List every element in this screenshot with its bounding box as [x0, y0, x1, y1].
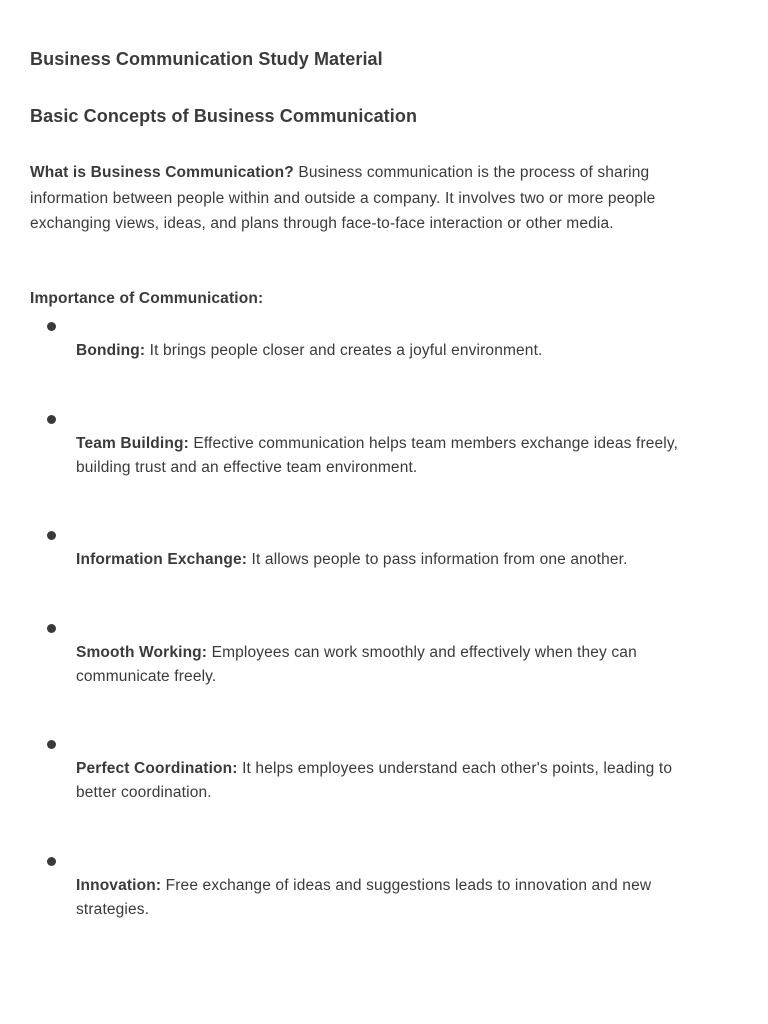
bullet-icon: [47, 531, 56, 540]
bullet-icon: [47, 322, 56, 331]
list-item-perfect-coordination: [76, 757, 716, 804]
list-item-term: Information Exchange:: [76, 551, 248, 568]
list-item-term: Team Building:: [76, 435, 189, 452]
list-item-text: Free exchange of ideas and suggestions leads to innovation and new strategies.: [76, 877, 652, 918]
list-item-team-building: [76, 432, 716, 479]
importance-label: Importance of Communication:: [30, 290, 264, 307]
list-item-text: It helps employees understand each other's points, leading to better coordination.: [76, 760, 673, 801]
list-item-term: Bonding:: [76, 342, 146, 359]
section-heading: Basic Concepts of Business Communication: [30, 106, 418, 126]
list-item-text: It brings people closer and creates a joyful environment.: [145, 342, 543, 359]
intro-text: Business communication is the process of sharing information between people within and outside a company. It involves two or more people exchanging views, ideas, and plans through face-to-face interaction or other media.: [30, 164, 656, 232]
list-item-term: Perfect Coordination:: [76, 760, 238, 777]
list-item-text: It allows people to pass information from one another.: [247, 551, 628, 568]
list-item-text: Employees can work smoothly and effectively when they can communicate freely.: [76, 644, 637, 685]
list-item-term: Innovation:: [76, 877, 162, 894]
list-item-text: Effective communication helps team members exchange ideas freely, building trust and an effective team environment.: [76, 435, 679, 476]
list-item-term: Smooth Working:: [76, 644, 208, 661]
intro-term: What is Business Communication?: [30, 164, 294, 181]
bullet-icon: [47, 415, 56, 424]
bullet-icon: [47, 740, 56, 749]
intro-paragraph: [30, 160, 710, 237]
bullet-icon: [47, 857, 56, 866]
list-item-bonding: [76, 339, 716, 363]
document-title: Business Communication Study Material: [30, 49, 383, 69]
bullet-icon: [47, 624, 56, 633]
list-item-innovation: [76, 874, 716, 921]
list-item-information-exchange: [76, 548, 716, 572]
list-item-smooth-working: [76, 641, 716, 688]
